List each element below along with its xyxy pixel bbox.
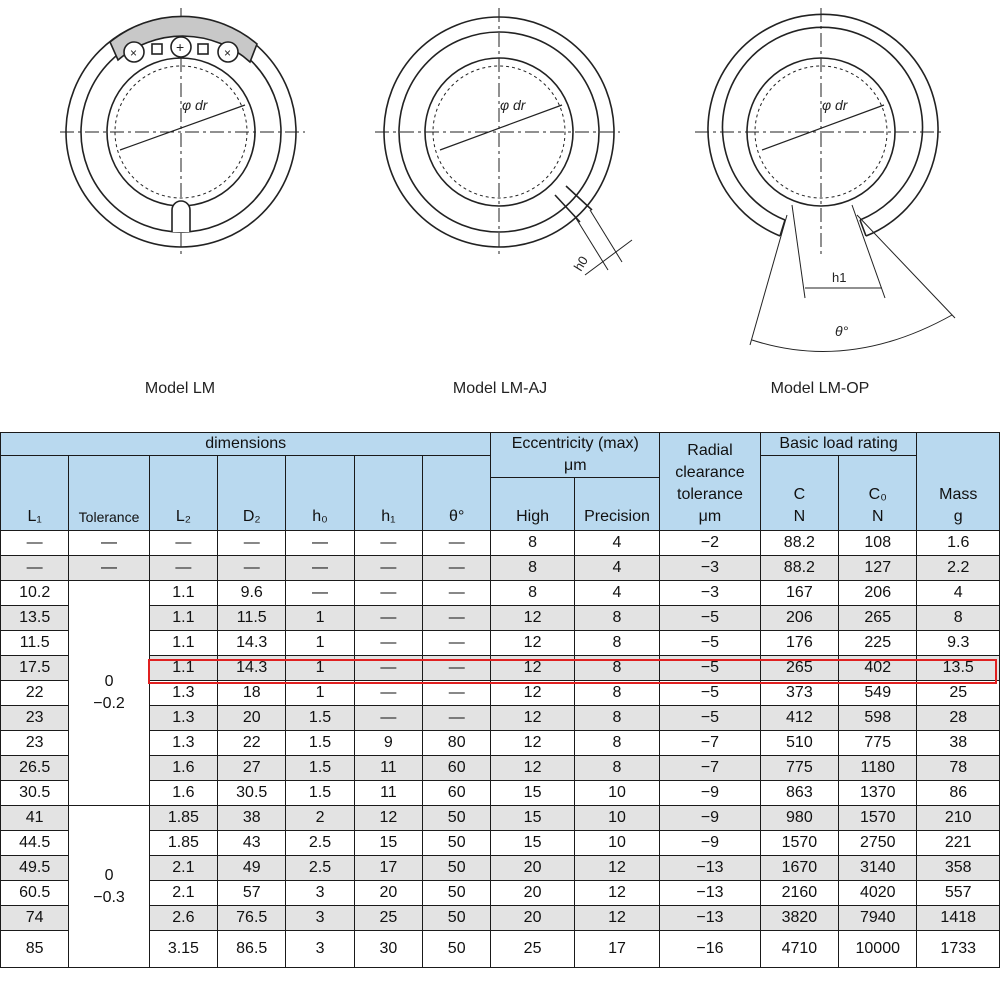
table-header (1, 433, 1000, 531)
cell-l1: 23 (1, 731, 69, 756)
cell-d2: 14.3 (218, 656, 286, 681)
cell-l2: — (149, 556, 217, 581)
cell-h0: 1.5 (286, 706, 354, 731)
cell-c0: 1180 (839, 756, 917, 781)
table-row (1, 681, 1000, 706)
table-row (1, 756, 1000, 781)
cell-h0: — (286, 531, 354, 556)
tolerance-lower: −0.2 (93, 695, 125, 712)
cell-h1: 12 (354, 806, 422, 831)
cell-h0: 1.5 (286, 756, 354, 781)
col-c0-unit: N (871, 508, 884, 525)
tolerance-group-2 (69, 806, 149, 968)
cell-c0: 3140 (839, 856, 917, 881)
radial-line3: tolerance (677, 486, 743, 503)
cell-radial: −13 (660, 906, 760, 931)
cell-l1: 26.5 (1, 756, 69, 781)
table-row (1, 831, 1000, 856)
col-tolerance: Tolerance (69, 456, 149, 531)
h0-label: h0 (570, 253, 592, 274)
cell-c: 4710 (760, 931, 838, 968)
cell-l1: 17.5 (1, 656, 69, 681)
table-row (1, 606, 1000, 631)
cell-h0: 2.5 (286, 856, 354, 881)
cell-radial: −9 (660, 781, 760, 806)
cell-l2: 1.85 (149, 831, 217, 856)
cell-high: 15 (491, 806, 574, 831)
cell-theta: 50 (423, 906, 491, 931)
cell-radial: −5 (660, 606, 760, 631)
model-lm-op-label: Model LM-OP (770, 380, 870, 397)
cell-high: 15 (491, 781, 574, 806)
table-row (1, 931, 1000, 968)
cell-l1: 49.5 (1, 856, 69, 881)
cell-d2: 30.5 (218, 781, 286, 806)
cell-precision: 12 (574, 881, 659, 906)
cell-theta: — (423, 681, 491, 706)
col-theta: θ° (423, 456, 491, 531)
cell-d2: 9.6 (218, 581, 286, 606)
cell-c0: 10000 (839, 931, 917, 968)
cell-mass: 86 (917, 781, 1000, 806)
cell-h0: 3 (286, 906, 354, 931)
col-c0 (839, 456, 917, 531)
model-lm-label: Model LM (144, 380, 216, 397)
radial-line1: Radial (687, 442, 733, 459)
cell-h0: 2 (286, 806, 354, 831)
cell-theta: 50 (423, 831, 491, 856)
tolerance-upper: 0 (104, 673, 114, 690)
cell-radial: −3 (660, 581, 760, 606)
radial-header (660, 433, 760, 531)
col-h0: h₀ (286, 456, 354, 531)
cell-h1: — (354, 556, 422, 581)
cell-c: 265 (760, 656, 838, 681)
cell-c0: 598 (839, 706, 917, 731)
cell-h0: 1.5 (286, 781, 354, 806)
cell-c0: 225 (839, 631, 917, 656)
cell-precision: 8 (574, 731, 659, 756)
table-row (1, 531, 1000, 556)
cell-h0: 2.5 (286, 831, 354, 856)
table-row (1, 656, 1000, 681)
cell-h0: 1 (286, 656, 354, 681)
cell-h1: 15 (354, 831, 422, 856)
cell-h1: 25 (354, 906, 422, 931)
col-l1: L₁ (1, 456, 69, 531)
cell-l2: 1.1 (149, 656, 217, 681)
cell-high: 25 (491, 931, 574, 968)
cell-mass: 13.5 (917, 656, 1000, 681)
lm-dr-label: φ dr (182, 97, 208, 113)
cell-l1: 74 (1, 906, 69, 931)
mass-header (917, 433, 1000, 531)
cell-l1: — (1, 556, 69, 581)
col-l2: L₂ (149, 456, 217, 531)
cell-theta: — (423, 531, 491, 556)
diagrams-svg (0, 0, 1000, 430)
cell-c: 412 (760, 706, 838, 731)
eccentricity-header (491, 433, 660, 478)
cell-theta: — (423, 706, 491, 731)
cell-mass: 38 (917, 731, 1000, 756)
cell-c0: 402 (839, 656, 917, 681)
cell-l1: 85 (1, 931, 69, 968)
cell-h1: 30 (354, 931, 422, 968)
cell-high: 12 (491, 731, 574, 756)
cell-l1: 13.5 (1, 606, 69, 631)
basic-load-header: Basic load rating (760, 433, 917, 456)
cell-c0: 549 (839, 681, 917, 706)
cell-high: 12 (491, 706, 574, 731)
cell-d2: 76.5 (218, 906, 286, 931)
cell-h0: — (286, 556, 354, 581)
cell-mass: 9.3 (917, 631, 1000, 656)
table-row (1, 581, 1000, 606)
cell-radial: −5 (660, 631, 760, 656)
cell-h0: 1 (286, 606, 354, 631)
dimensions-header: dimensions (1, 433, 491, 456)
model-lm-op-drawing (695, 8, 955, 352)
eccentricity-title: Eccentricity (max) (511, 435, 639, 452)
radial-unit: μm (698, 508, 722, 525)
cell-theta: — (423, 631, 491, 656)
cell-c0: 1570 (839, 806, 917, 831)
cell-c: 980 (760, 806, 838, 831)
cell-l1: 11.5 (1, 631, 69, 656)
cell-h0: 3 (286, 881, 354, 906)
cell-high: 12 (491, 606, 574, 631)
cell-high: 8 (491, 581, 574, 606)
cell-radial: −3 (660, 556, 760, 581)
cell-radial: −5 (660, 681, 760, 706)
cell-c0: 2750 (839, 831, 917, 856)
cell-d2: 49 (218, 856, 286, 881)
model-lm-aj-label: Model LM-AJ (452, 380, 548, 397)
cell-d2: 18 (218, 681, 286, 706)
cell-precision: 10 (574, 781, 659, 806)
tolerance-upper: 0 (104, 866, 114, 884)
cell-l1: 60.5 (1, 881, 69, 906)
cell-h0: — (286, 581, 354, 606)
cell-l2: 1.1 (149, 606, 217, 631)
col-d2: D₂ (218, 456, 286, 531)
cell-c: 88.2 (760, 556, 838, 581)
cell-c: 863 (760, 781, 838, 806)
cell-theta: — (423, 656, 491, 681)
cell-d2: — (218, 531, 286, 556)
col-h1: h₁ (354, 456, 422, 531)
cell-precision: 12 (574, 856, 659, 881)
cell-c: 88.2 (760, 531, 838, 556)
cell-theta: 60 (423, 781, 491, 806)
table-row (1, 881, 1000, 906)
cell-l1: — (1, 531, 69, 556)
cell-mass: 221 (917, 831, 1000, 856)
col-c-unit: N (793, 508, 806, 525)
cell-high: 12 (491, 656, 574, 681)
cell-h1: — (354, 631, 422, 656)
cell-mass: 557 (917, 881, 1000, 906)
cell-mass: 78 (917, 756, 1000, 781)
radial-line2: clearance (675, 464, 745, 481)
cell-h0: 1.5 (286, 731, 354, 756)
cell-high: 12 (491, 631, 574, 656)
cell-radial: −7 (660, 731, 760, 756)
cell-c: 3820 (760, 906, 838, 931)
theta-label: θ° (835, 323, 849, 339)
table-body (1, 531, 1000, 968)
cell-d2: 43 (218, 831, 286, 856)
cell-precision: 10 (574, 831, 659, 856)
cell-precision: 8 (574, 756, 659, 781)
cell-c: 206 (760, 606, 838, 631)
col-c (760, 456, 838, 531)
cell-mass: 8 (917, 606, 1000, 631)
cell-d2: 86.5 (218, 931, 286, 968)
cell-mass: 358 (917, 856, 1000, 881)
cell-h1: — (354, 606, 422, 631)
cell-c0: 127 (839, 556, 917, 581)
cell-d2: 22 (218, 731, 286, 756)
cell-c0: 1370 (839, 781, 917, 806)
cell-d2: 27 (218, 756, 286, 781)
cell-precision: 17 (574, 931, 659, 968)
cell-c: 167 (760, 581, 838, 606)
lm-aj-dr-label: φ dr (500, 97, 526, 113)
cell-precision: 8 (574, 656, 659, 681)
cell-theta: 50 (423, 881, 491, 906)
cell-radial: −5 (660, 706, 760, 731)
cell-c: 2160 (760, 881, 838, 906)
cell-l2: 1.3 (149, 706, 217, 731)
cell-h1: — (354, 681, 422, 706)
spec-table (0, 432, 1000, 968)
table-row (1, 731, 1000, 756)
cell-h1: 9 (354, 731, 422, 756)
table-row (1, 856, 1000, 881)
svg-text:×: × (130, 46, 138, 60)
table-row (1, 781, 1000, 806)
cell-c: 176 (760, 631, 838, 656)
cell-mass: 1418 (917, 906, 1000, 931)
cell-l1: 44.5 (1, 831, 69, 856)
mass-unit: g (953, 508, 963, 525)
col-precision: Precision (574, 478, 659, 531)
cell-l2: 2.6 (149, 906, 217, 931)
cell-theta: — (423, 556, 491, 581)
table-row (1, 631, 1000, 656)
cell-l1: 41 (1, 806, 69, 831)
cell-c0: 7940 (839, 906, 917, 931)
model-lm-drawing (60, 8, 305, 255)
cell-l1: 22 (1, 681, 69, 706)
cell-theta: — (423, 581, 491, 606)
cell-high: 12 (491, 681, 574, 706)
model-lm-aj-drawing (375, 8, 632, 275)
cell-high: 8 (491, 531, 574, 556)
cell-l2: 1.6 (149, 756, 217, 781)
cell-l2: 1.6 (149, 781, 217, 806)
cell-h1: 11 (354, 756, 422, 781)
cell-c0: 4020 (839, 881, 917, 906)
cell-radial: −13 (660, 881, 760, 906)
cell-d2: — (218, 556, 286, 581)
cell-precision: 8 (574, 631, 659, 656)
cell-mass: 1.6 (917, 531, 1000, 556)
cell-l1: 23 (1, 706, 69, 731)
cell-radial: −9 (660, 831, 760, 856)
cell-c0: 206 (839, 581, 917, 606)
cell-tolerance: — (69, 531, 149, 556)
cell-theta: — (423, 606, 491, 631)
cell-h1: — (354, 581, 422, 606)
cell-tolerance: — (69, 556, 149, 581)
cell-l2: 2.1 (149, 881, 217, 906)
eccentricity-unit: μm (564, 457, 587, 474)
cell-mass: 4 (917, 581, 1000, 606)
cell-h0: 1 (286, 681, 354, 706)
cell-h0: 3 (286, 931, 354, 968)
cell-l1: 10.2 (1, 581, 69, 606)
cell-mass: 2.2 (917, 556, 1000, 581)
cell-l1: 30.5 (1, 781, 69, 806)
cell-precision: 10 (574, 806, 659, 831)
cell-d2: 14.3 (218, 631, 286, 656)
cell-theta: 60 (423, 756, 491, 781)
cell-l2: 1.3 (149, 731, 217, 756)
col-c0-label: C₀ (868, 486, 887, 503)
cell-c: 510 (760, 731, 838, 756)
cell-radial: −5 (660, 656, 760, 681)
cell-precision: 12 (574, 906, 659, 931)
cell-h1: 11 (354, 781, 422, 806)
cell-d2: 20 (218, 706, 286, 731)
cell-radial: −16 (660, 931, 760, 968)
col-high: High (491, 478, 574, 531)
cell-h1: 17 (354, 856, 422, 881)
table-row (1, 556, 1000, 581)
cell-l2: — (149, 531, 217, 556)
cell-precision: 8 (574, 706, 659, 731)
cell-c0: 265 (839, 606, 917, 631)
cell-c: 1570 (760, 831, 838, 856)
cell-precision: 4 (574, 531, 659, 556)
cell-precision: 4 (574, 556, 659, 581)
cell-mass: 25 (917, 681, 1000, 706)
cell-c0: 775 (839, 731, 917, 756)
cell-high: 20 (491, 856, 574, 881)
table-row (1, 806, 1000, 831)
cell-c: 1670 (760, 856, 838, 881)
cell-precision: 8 (574, 681, 659, 706)
cell-h1: 20 (354, 881, 422, 906)
col-c-label: C (793, 486, 806, 503)
cell-radial: −7 (660, 756, 760, 781)
cell-radial: −9 (660, 806, 760, 831)
cell-high: 15 (491, 831, 574, 856)
cell-high: 20 (491, 906, 574, 931)
cell-theta: 50 (423, 931, 491, 968)
cell-d2: 57 (218, 881, 286, 906)
cell-l2: 2.1 (149, 856, 217, 881)
cell-mass: 210 (917, 806, 1000, 831)
cell-precision: 8 (574, 606, 659, 631)
mass-title: Mass (939, 486, 978, 503)
cell-h1: — (354, 656, 422, 681)
cell-h0: 1 (286, 631, 354, 656)
cell-precision: 4 (574, 581, 659, 606)
table-row (1, 706, 1000, 731)
cell-d2: 38 (218, 806, 286, 831)
cell-l2: 1.85 (149, 806, 217, 831)
cell-l2: 3.15 (149, 931, 217, 968)
tolerance-lower: −0.3 (93, 888, 125, 906)
cell-theta: 80 (423, 731, 491, 756)
cell-radial: −2 (660, 531, 760, 556)
bearing-diagrams (0, 0, 1000, 430)
cell-mass: 28 (917, 706, 1000, 731)
cell-c0: 108 (839, 531, 917, 556)
cell-l2: 1.1 (149, 581, 217, 606)
cell-l2: 1.3 (149, 681, 217, 706)
cell-mass: 1733 (917, 931, 1000, 968)
cell-c: 373 (760, 681, 838, 706)
cell-high: 8 (491, 556, 574, 581)
cell-l2: 1.1 (149, 631, 217, 656)
cell-d2: 11.5 (218, 606, 286, 631)
tolerance-group-1 (69, 581, 149, 806)
cell-theta: 50 (423, 806, 491, 831)
cell-h1: — (354, 531, 422, 556)
table-row (1, 906, 1000, 931)
h1-label: h1 (832, 270, 847, 285)
cell-high: 20 (491, 881, 574, 906)
cell-radial: −13 (660, 856, 760, 881)
cell-theta: 50 (423, 856, 491, 881)
cell-c: 775 (760, 756, 838, 781)
svg-text:×: × (224, 46, 232, 60)
lm-op-dr-label: φ dr (822, 97, 848, 113)
svg-text:+: + (176, 39, 185, 55)
cell-high: 12 (491, 756, 574, 781)
cell-h1: — (354, 706, 422, 731)
